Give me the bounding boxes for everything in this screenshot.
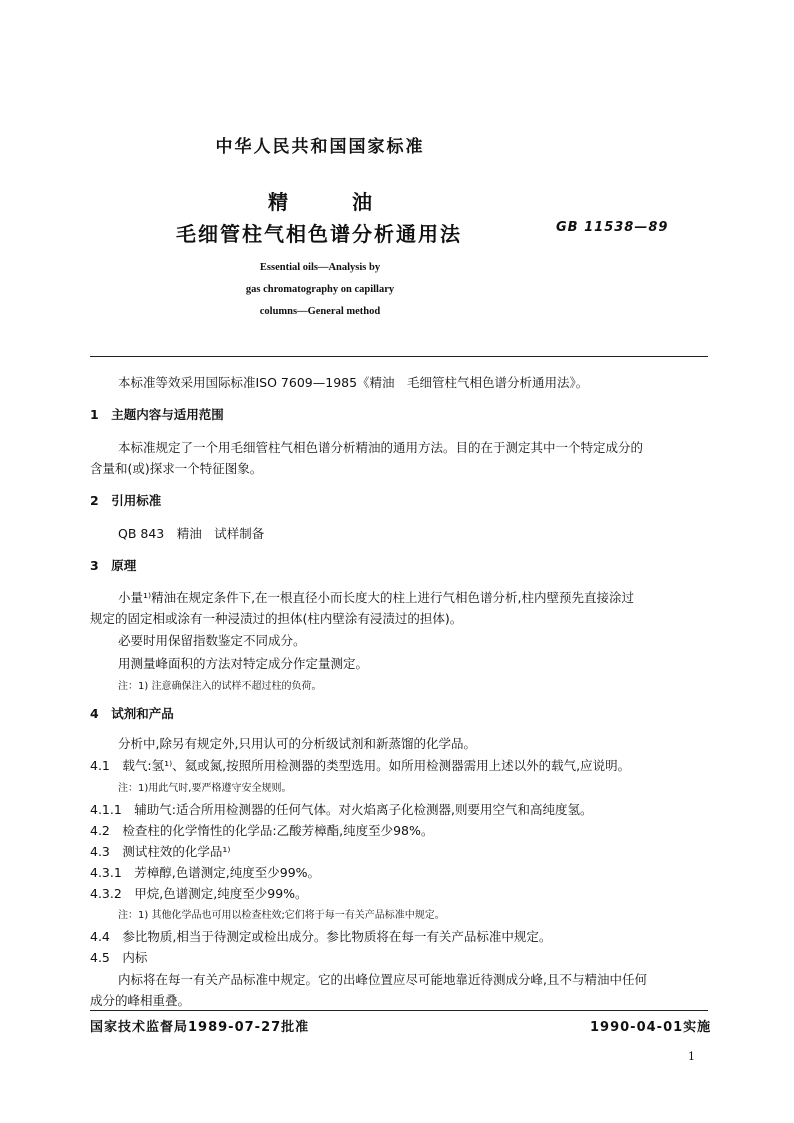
clause-4-5: 4.5 内标 [90,950,148,965]
section-3-heading: 3 原理 [90,558,137,573]
section-1-text-line1: 本标准规定了一个用毛细管柱气相色谱分析精油的通用方法。目的在于测定其中一个特定成分的 [118,440,644,455]
clause-4-5-text-line2: 成分的峰相重叠。 [90,993,191,1008]
clause-4-3-note: 注：1) 其他化学品也可用以检查柱效;它们将于每一有关产品标准中规定。 [118,910,445,921]
section-4-heading: 4 试剂和产品 [90,706,174,721]
section-1-heading: 1 主题内容与适用范围 [90,407,224,422]
standard-body-title: 中华人民共和国国家标准 [215,137,425,157]
section-3-text-peak-area: 用测量峰面积的方法对特定成分作定量测定。 [118,656,369,671]
doc-title-line2: 毛细管柱气相色谱分析通用法 [176,222,462,246]
section-2-heading: 2 引用标准 [90,493,162,508]
section-3-text-line1: 小量¹⁾精油在规定条件下,在一根直径小而长度大的柱上进行气相色谱分析,柱内壁预先直接涂过 [118,590,635,605]
section-3-note: 注：1) 注意确保注入的试样不超过柱的负荷。 [118,681,322,692]
clause-4-1-note: 注：1)用此气时,要严格遵守安全规则。 [118,783,292,794]
clause-4-3: 4.3 测试柱效的化学品¹⁾ [90,844,231,859]
footer-rule [90,1010,708,1011]
intro-paragraph: 本标准等效采用国际标准ISO 7609—1985《精油 毛细管柱气相色谱分析通用法》。 [118,375,589,390]
clause-4-2: 4.2 检查柱的化学惰性的化学品:乙酸芳樟酯,纯度至少98%。 [90,823,434,838]
clause-4-1-1: 4.1.1 辅助气:适合所用检测器的任何气体。对火焰离子化检测器,则要用空气和高纯度氢。 [90,802,593,817]
clause-4-3-2: 4.3.2 甲烷,色谱测定,纯度至少99%。 [90,886,308,901]
doc-title-line1: 精油 [268,190,436,214]
section-1-text-line2: 含量和(或)探求一个特征图象。 [90,461,263,476]
section-3-text-line2: 规定的固定相或涂有一种浸渍过的担体(柱内壁涂有浸渍过的担体)。 [90,611,463,626]
clause-4-5-text-line1: 内标将在每一有关产品标准中规定。它的出峰位置应尽可能地靠近待测成分峰,且不与精油中任何 [118,972,647,987]
header-rule [90,356,708,357]
english-title-line1: Essential oils—Analysis by [259,262,381,273]
clause-4-1: 4.1 载气:氢¹⁾、氦或氮,按照所用检测器的类型选用。如所用检测器需用上述以外的载气,应说明。 [90,758,631,773]
english-title-line3: columns—General method [259,306,381,317]
clause-4-4: 4.4 参比物质,相当于待测定或检出成分。参比物质将在每一有关产品标准中规定。 [90,929,552,944]
section-2-reference: QB 843 精油 试样制备 [118,526,265,541]
section-3-text-retention: 必要时用保留指数鉴定不同成分。 [118,633,306,648]
english-title-line2: gas chromatography on capillary [245,284,395,295]
page-number: 1 [688,1050,695,1063]
implementation-date: 1990-04-01实施 [590,1020,712,1035]
section-4-text: 分析中,除另有规定外,只用认可的分析级试剂和新蒸馏的化学品。 [118,736,476,751]
approval-date: 国家技术监督局1989-07-27批准 [90,1020,310,1035]
clause-4-3-1: 4.3.1 芳樟醇,色谱测定,纯度至少99%。 [90,865,321,880]
standard-number: GB 11538—89 [556,220,669,235]
